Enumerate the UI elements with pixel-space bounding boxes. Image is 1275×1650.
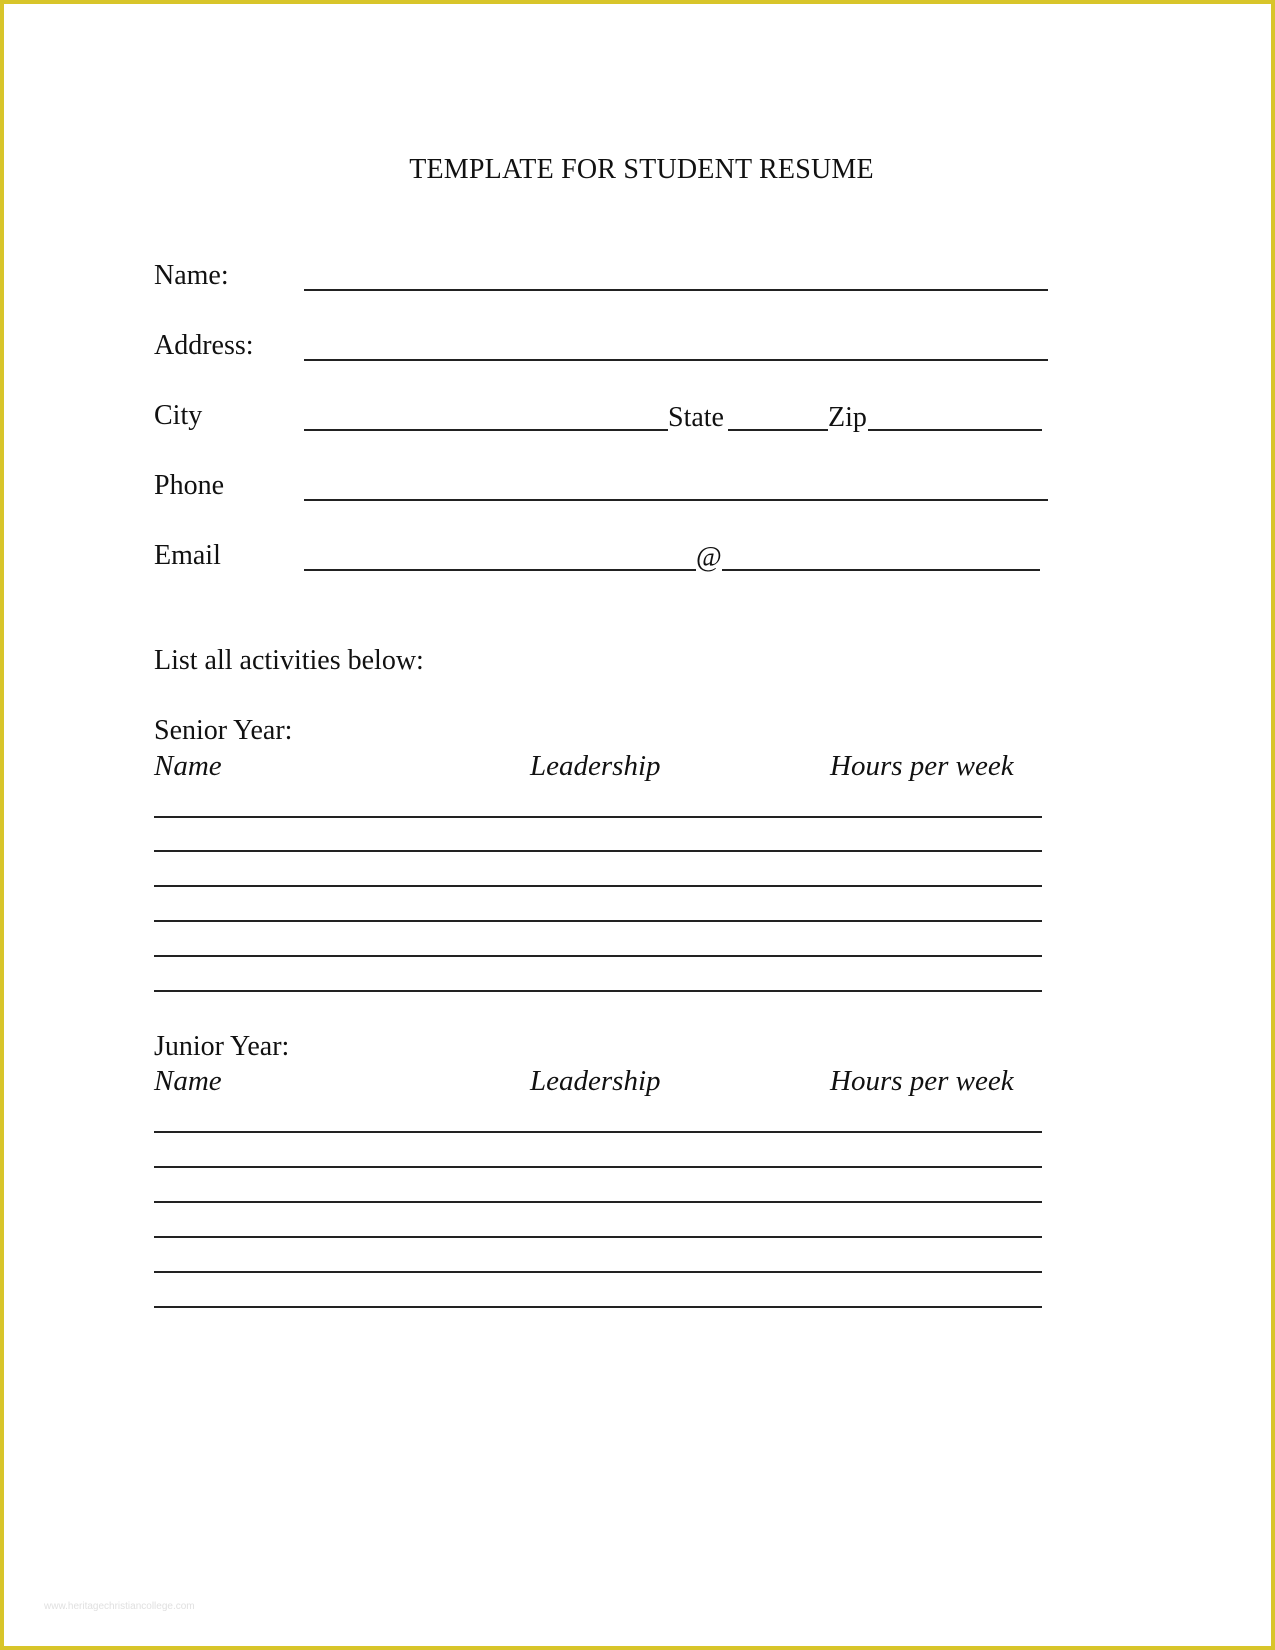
junior-col-name: Name	[154, 1065, 222, 1097]
city-blank-line[interactable]	[304, 429, 668, 431]
state-label: State	[668, 402, 724, 433]
junior-activity-line[interactable]	[154, 1271, 1042, 1273]
email-label: Email	[154, 540, 221, 571]
activities-intro: List all activities below:	[154, 645, 424, 676]
senior-activity-line[interactable]	[154, 920, 1042, 922]
email-user-blank-line[interactable]	[304, 569, 696, 571]
phone-label: Phone	[154, 470, 224, 501]
address-blank-line[interactable]	[304, 359, 1048, 361]
senior-col-hours: Hours per week	[830, 750, 1014, 782]
city-label: City	[154, 400, 203, 431]
junior-activity-line[interactable]	[154, 1201, 1042, 1203]
watermark-text: www.heritagechristiancollege.com	[44, 1601, 195, 1612]
zip-blank-line[interactable]	[868, 429, 1042, 431]
junior-activity-line[interactable]	[154, 1131, 1042, 1133]
junior-col-hours: Hours per week	[830, 1065, 1014, 1097]
junior-activity-line[interactable]	[154, 1166, 1042, 1168]
page-title: TEMPLATE FOR STUDENT RESUME	[409, 154, 874, 185]
senior-activity-line[interactable]	[154, 955, 1042, 957]
address-label: Address:	[154, 330, 254, 361]
senior-year-heading: Senior Year:	[154, 715, 293, 746]
senior-activity-line[interactable]	[154, 850, 1042, 852]
email-at-sign: @	[696, 542, 722, 573]
junior-activity-line[interactable]	[154, 1306, 1042, 1308]
senior-activity-line[interactable]	[154, 885, 1042, 887]
senior-activity-line[interactable]	[154, 990, 1042, 992]
name-blank-line[interactable]	[304, 289, 1048, 291]
junior-activity-line[interactable]	[154, 1236, 1042, 1238]
senior-col-name: Name	[154, 750, 222, 782]
junior-col-leadership: Leadership	[530, 1065, 661, 1097]
phone-blank-line[interactable]	[304, 499, 1048, 501]
name-label: Name:	[154, 260, 229, 291]
state-blank-line[interactable]	[728, 429, 828, 431]
junior-year-heading: Junior Year:	[154, 1031, 290, 1062]
senior-activity-line[interactable]	[154, 816, 1042, 818]
zip-label: Zip	[828, 402, 867, 433]
senior-col-leadership: Leadership	[530, 750, 661, 782]
email-domain-blank-line[interactable]	[722, 569, 1040, 571]
